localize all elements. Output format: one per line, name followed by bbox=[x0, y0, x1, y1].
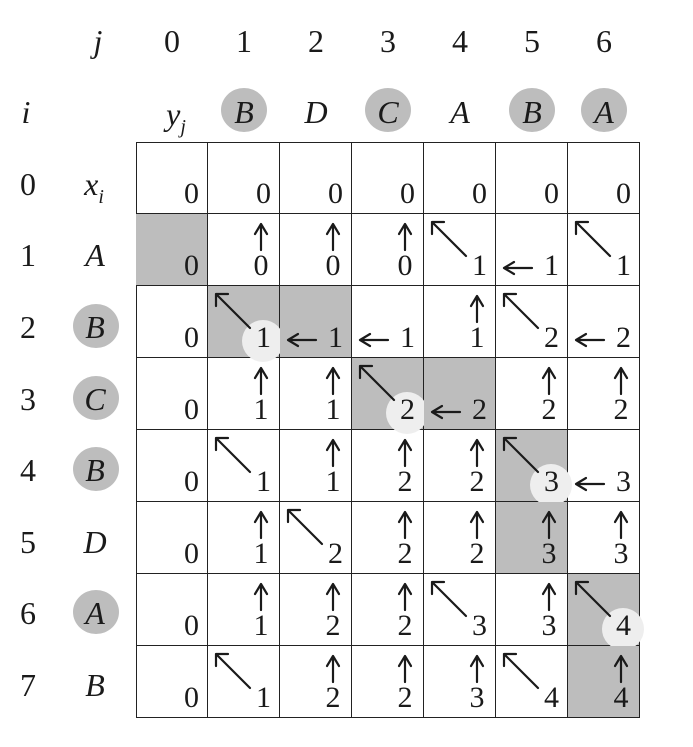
cell-value: 1 bbox=[325, 393, 341, 426]
cell-value: 0 bbox=[544, 177, 559, 210]
table-cell bbox=[424, 286, 496, 358]
table-cell bbox=[280, 502, 352, 574]
table-cell bbox=[208, 214, 280, 286]
column-index-0: 0 bbox=[164, 23, 180, 59]
table-cell bbox=[136, 358, 208, 430]
cell-value: 0 bbox=[184, 609, 199, 642]
column-index-1: 1 bbox=[236, 23, 252, 59]
cell-value: 1 bbox=[328, 321, 343, 354]
table-cell bbox=[208, 142, 280, 214]
x-char-3: C bbox=[84, 381, 106, 417]
table-cell bbox=[208, 430, 280, 502]
cell-value: 1 bbox=[253, 609, 269, 642]
cell-value: 2 bbox=[328, 537, 343, 570]
table-cell bbox=[352, 502, 424, 574]
table-cell bbox=[568, 214, 640, 286]
cell-value: 3 bbox=[616, 465, 631, 498]
cell-value: 2 bbox=[613, 393, 629, 426]
arrow-up-icon bbox=[568, 358, 640, 430]
arrow-up-icon bbox=[208, 358, 280, 430]
y-letter: y bbox=[166, 96, 181, 132]
table-cell bbox=[280, 286, 352, 358]
table-cell bbox=[136, 502, 208, 574]
cell-value: 4 bbox=[613, 681, 629, 714]
cell-value: 0 bbox=[256, 177, 271, 210]
cell-value: 3 bbox=[472, 609, 487, 642]
cell-value: 0 bbox=[184, 465, 199, 498]
y-char-6: A bbox=[594, 94, 614, 130]
arrow-up-icon bbox=[280, 646, 352, 718]
row-index-2: 2 bbox=[20, 309, 36, 345]
x-sequence-label bbox=[84, 166, 104, 208]
cell-value: 0 bbox=[472, 177, 487, 210]
table-cell bbox=[496, 502, 568, 574]
arrow-up-icon bbox=[280, 430, 352, 502]
table-cell bbox=[568, 358, 640, 430]
table-cell bbox=[496, 286, 568, 358]
cell-value: 1 bbox=[325, 465, 341, 498]
table-cell bbox=[280, 214, 352, 286]
cell-value: 0 bbox=[184, 177, 199, 210]
table-cell bbox=[496, 142, 568, 214]
cell-value: 1 bbox=[256, 321, 271, 354]
y-char-4: A bbox=[450, 94, 470, 130]
table-cell bbox=[208, 502, 280, 574]
column-index-2: 2 bbox=[308, 23, 324, 59]
cell-value: 1 bbox=[253, 537, 269, 570]
cell-value: 3 bbox=[544, 465, 559, 498]
x-char-1: A bbox=[85, 237, 105, 273]
cell-value: 0 bbox=[328, 177, 343, 210]
cell-value: 0 bbox=[400, 177, 415, 210]
table-cell bbox=[208, 358, 280, 430]
x-letter: x bbox=[84, 166, 99, 202]
cell-value: 3 bbox=[469, 681, 485, 714]
arrow-up-icon bbox=[280, 358, 352, 430]
j-axis-label: j bbox=[93, 23, 103, 59]
cell-value: 2 bbox=[397, 681, 413, 714]
cell-value: 2 bbox=[400, 393, 415, 426]
i-axis-label: i bbox=[21, 94, 31, 130]
column-index-3: 3 bbox=[380, 23, 396, 59]
table-cell bbox=[352, 214, 424, 286]
column-index-4: 4 bbox=[452, 23, 468, 59]
table-cell bbox=[568, 286, 640, 358]
x-char-4: B bbox=[85, 452, 105, 488]
cell-value: 3 bbox=[541, 537, 557, 570]
cell-value: 1 bbox=[469, 321, 485, 354]
arrow-up-icon bbox=[280, 214, 352, 286]
arrow-up-icon bbox=[568, 502, 640, 574]
cell-value: 1 bbox=[256, 465, 271, 498]
row-index-7: 7 bbox=[20, 667, 36, 703]
row-index-3: 3 bbox=[20, 381, 36, 417]
x-char-5: D bbox=[83, 524, 107, 560]
row-index-5: 5 bbox=[20, 524, 36, 560]
cell-value: 2 bbox=[397, 537, 413, 570]
arrow-up-icon bbox=[352, 214, 424, 286]
table-cell bbox=[352, 574, 424, 646]
table-cell bbox=[280, 358, 352, 430]
table-cell bbox=[136, 574, 208, 646]
arrow-up-icon bbox=[568, 646, 640, 718]
table-cell bbox=[208, 286, 280, 358]
cell-value: 1 bbox=[472, 249, 487, 282]
table-cell bbox=[280, 646, 352, 718]
arrow-up-icon bbox=[352, 574, 424, 646]
table-cell bbox=[352, 646, 424, 718]
y-char-1: B bbox=[234, 94, 254, 130]
table-cell bbox=[568, 574, 640, 646]
table-cell bbox=[352, 430, 424, 502]
cell-value: 2 bbox=[544, 321, 559, 354]
lcs-table bbox=[136, 142, 640, 717]
arrow-up-icon bbox=[280, 574, 352, 646]
cell-value: 1 bbox=[253, 393, 269, 426]
cell-value: 2 bbox=[469, 465, 485, 498]
cell-value: 2 bbox=[469, 537, 485, 570]
cell-value: 0 bbox=[184, 393, 199, 426]
table-cell bbox=[280, 142, 352, 214]
cell-value: 2 bbox=[397, 465, 413, 498]
row-index-0: 0 bbox=[20, 166, 36, 202]
arrow-up-icon bbox=[208, 502, 280, 574]
x-char-7: B bbox=[85, 667, 105, 703]
table-cell bbox=[424, 574, 496, 646]
table-cell bbox=[136, 286, 208, 358]
cell-value: 0 bbox=[253, 249, 269, 282]
column-index-5: 5 bbox=[524, 23, 540, 59]
column-index-6: 6 bbox=[596, 23, 612, 59]
y-char-2: D bbox=[304, 94, 328, 130]
x-char-2: B bbox=[85, 309, 105, 345]
table-cell bbox=[496, 214, 568, 286]
cell-value: 2 bbox=[616, 321, 631, 354]
y-sequence-label bbox=[166, 96, 186, 138]
arrow-up-icon bbox=[424, 430, 496, 502]
cell-value: 3 bbox=[613, 537, 629, 570]
cell-value: 0 bbox=[325, 249, 341, 282]
y-char-5: B bbox=[522, 94, 542, 130]
table-cell bbox=[424, 646, 496, 718]
table-cell bbox=[208, 646, 280, 718]
arrow-up-icon bbox=[208, 574, 280, 646]
table-cell bbox=[496, 646, 568, 718]
cell-value: 0 bbox=[184, 537, 199, 570]
table-cell bbox=[352, 358, 424, 430]
cell-value: 4 bbox=[544, 681, 559, 714]
cell-value: 3 bbox=[541, 609, 557, 642]
cell-value: 2 bbox=[541, 393, 557, 426]
row-index-4: 4 bbox=[20, 452, 36, 488]
cell-value: 2 bbox=[397, 609, 413, 642]
arrow-up-icon bbox=[352, 430, 424, 502]
table-cell bbox=[136, 430, 208, 502]
table-cell bbox=[568, 430, 640, 502]
x-subscript: i bbox=[98, 186, 104, 208]
arrow-up-icon bbox=[424, 646, 496, 718]
arrow-up-icon bbox=[424, 286, 496, 358]
x-char-6: A bbox=[85, 595, 105, 631]
table-cell bbox=[496, 358, 568, 430]
cell-value: 1 bbox=[544, 249, 559, 282]
table-cell bbox=[568, 142, 640, 214]
table-cell bbox=[496, 574, 568, 646]
arrow-up-icon bbox=[496, 358, 568, 430]
cell-value: 2 bbox=[472, 393, 487, 426]
table-cell bbox=[280, 430, 352, 502]
table-cell bbox=[424, 430, 496, 502]
arrow-up-icon bbox=[496, 502, 568, 574]
cell-value: 0 bbox=[184, 681, 199, 714]
arrow-up-icon bbox=[208, 214, 280, 286]
table-cell bbox=[424, 502, 496, 574]
table-cell bbox=[352, 286, 424, 358]
table-cell bbox=[136, 142, 208, 214]
table-cell bbox=[136, 214, 208, 286]
arrow-up-icon bbox=[352, 646, 424, 718]
cell-value: 0 bbox=[184, 249, 199, 282]
table-cell bbox=[208, 574, 280, 646]
row-index-6: 6 bbox=[20, 595, 36, 631]
table-cell bbox=[136, 646, 208, 718]
table-cell bbox=[280, 574, 352, 646]
table-cell bbox=[352, 142, 424, 214]
arrow-up-icon bbox=[352, 502, 424, 574]
table-cell bbox=[496, 430, 568, 502]
table-cell bbox=[568, 646, 640, 718]
arrow-up-icon bbox=[496, 574, 568, 646]
cell-value: 1 bbox=[256, 681, 271, 714]
cell-value: 0 bbox=[616, 177, 631, 210]
cell-value: 0 bbox=[397, 249, 413, 282]
cell-value: 1 bbox=[616, 249, 631, 282]
table-cell bbox=[424, 358, 496, 430]
cell-value: 1 bbox=[400, 321, 415, 354]
arrow-up-icon bbox=[424, 502, 496, 574]
cell-value: 2 bbox=[325, 681, 341, 714]
y-subscript: j bbox=[180, 116, 186, 138]
cell-value: 4 bbox=[616, 609, 631, 642]
y-char-3: C bbox=[377, 94, 399, 130]
table-cell bbox=[424, 142, 496, 214]
table-cell bbox=[568, 502, 640, 574]
row-index-1: 1 bbox=[20, 237, 36, 273]
cell-value: 2 bbox=[325, 609, 341, 642]
table-cell bbox=[424, 214, 496, 286]
cell-value: 0 bbox=[184, 321, 199, 354]
